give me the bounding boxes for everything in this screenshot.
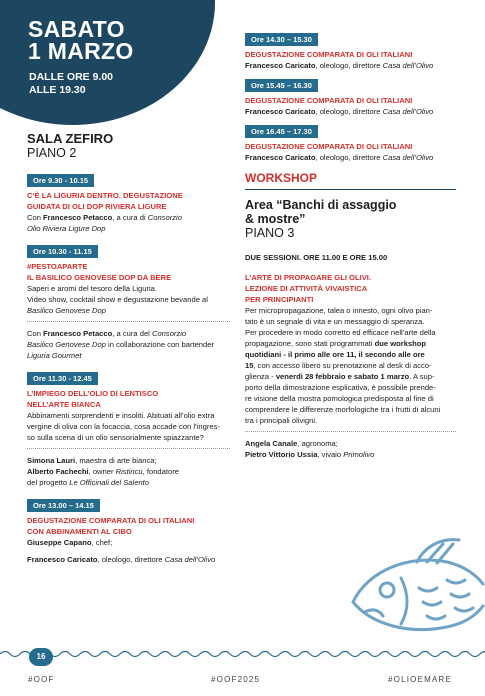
event-speaker (27, 554, 230, 565)
event-credit (27, 339, 230, 350)
text: , oleologo, direttore (315, 61, 383, 70)
event-title: DEGUSTAZIONE COMPARATA DI OLI ITALIANI (245, 142, 413, 151)
event-description (27, 305, 230, 316)
sessions-info: DUE SESSIONI. ORE 11.00 E ORE 15.00 (245, 253, 388, 262)
event-title-line: #PESTOAPARTE (27, 262, 88, 271)
header-time-from: DALLE ORE 9.00 (29, 71, 114, 83)
event-credit (27, 350, 230, 361)
workshop-speaker (245, 449, 456, 460)
event-3 (27, 372, 230, 488)
text: glienza - (245, 372, 276, 381)
event-title-line: GUIDATA DI OLI DOP RIVIERA LIGURE (27, 202, 167, 211)
workshop-rule (245, 189, 456, 190)
event-title-line: NELL’ARTE BIANCA (27, 400, 101, 409)
speaker-name: Pietro Vittorio Ussia (245, 450, 318, 459)
event-speaker (245, 60, 456, 71)
speaker-name: Francesco Caricato (245, 107, 316, 116)
text: del progetto (27, 478, 70, 487)
speaker-name: Francesco Caricato (27, 555, 98, 564)
text: , oleologo, direttore (97, 555, 165, 564)
speaker-name: Angela Canale (245, 439, 298, 448)
text: in collaborazione con bartender (105, 340, 215, 349)
text: Con (27, 329, 44, 338)
organization: Casa dell’Olivo (164, 555, 216, 564)
text-line: Per micropropagazione, talea o innesto, ogni olivo pian- (245, 306, 433, 315)
text: , chef; (91, 538, 113, 547)
divider (245, 431, 456, 432)
text-line (245, 349, 456, 360)
text: , oleologo, direttore (315, 107, 383, 116)
event-7 (245, 125, 456, 163)
event-5 (245, 33, 456, 71)
event-speaker (27, 455, 230, 466)
organization: Olio Riviera Ligure Dop (27, 224, 106, 233)
text: , oleologo, direttore (315, 153, 383, 162)
speaker-name: Simona Lauri (27, 456, 76, 465)
page-number: 16 (29, 648, 53, 666)
header-day: SABATO (28, 16, 125, 42)
wave-line-icon (0, 648, 485, 660)
workshop-description (245, 305, 456, 426)
right-column (245, 33, 456, 460)
event-4 (27, 499, 230, 565)
event-speaker (27, 466, 230, 477)
text-line (245, 371, 456, 382)
organization: Basilico Genovese Dop (27, 340, 106, 349)
workshop-heading: WORKSHOP (245, 171, 317, 185)
area-title-line: Area “Banchi di assaggio (245, 198, 397, 212)
organization: Ristincu (115, 467, 143, 476)
workshop-speaker (245, 438, 456, 449)
text: , maestra di arte bianca; (75, 456, 157, 465)
text: , owner (88, 467, 116, 476)
left-column (27, 132, 230, 576)
speaker-name: Francesco Caricato (245, 153, 316, 162)
event-6 (245, 79, 456, 117)
text: , vivaio (317, 450, 344, 459)
event-title: DEGUSTAZIONE COMPARATA DI OLI ITALIANI (245, 96, 413, 105)
speaker-name: Francesco Caricato (245, 61, 316, 70)
text: , fondatore (142, 467, 179, 476)
header-time-to: ALLE 19.30 (29, 84, 86, 96)
text: propagazione, sono stati programmati (245, 339, 375, 348)
text-line: comprendere le differenze morfologiche tra i frutti di alcuni (245, 405, 441, 414)
event-title (27, 190, 230, 212)
event-1 (27, 174, 230, 234)
text-line (245, 338, 456, 349)
fish-illustration-icon (347, 532, 485, 644)
event-speaker (27, 477, 230, 488)
text: , agronoma; (297, 439, 338, 448)
area-title (245, 198, 456, 226)
header-date-value: 1 MARZO (28, 38, 134, 64)
area-title-line: & mostre” (245, 212, 306, 226)
text: , con accesso libero su prenotazione al desk di acco- (253, 361, 432, 370)
area-floor: PIANO 3 (245, 226, 295, 240)
event-title-line: DEGUSTAZIONE COMPARATA DI OLI ITALIANI (27, 516, 195, 525)
emphasis: quotidiani - il primo alle ore 11, il secondo alle ore (245, 350, 425, 359)
text: . A sup- (409, 372, 435, 381)
time-badge: Ore 11.30 - 12.45 (27, 372, 98, 385)
event-credit (27, 223, 230, 234)
event-title: DEGUSTAZIONE COMPARATA DI OLI ITALIANI (245, 50, 413, 59)
time-badge: Ore 13.00 – 14.15 (27, 499, 100, 512)
footer-hashtag-right: #OLIOEMARE (388, 675, 453, 684)
organization: Liguria Gourmet (27, 351, 82, 360)
speaker-name: Francesco Petacco (43, 213, 113, 222)
organization: Le Officinali del Salento (69, 478, 150, 487)
room-title: SALA ZEFIRO (27, 131, 114, 146)
time-badge: Ore 10.30 - 11.15 (27, 245, 98, 258)
workshop-title (245, 272, 456, 305)
emphasis: 15 (245, 361, 254, 370)
event-credit (27, 212, 230, 223)
text-line (245, 360, 456, 371)
text: , a cura del (112, 329, 152, 338)
divider (27, 321, 230, 322)
organization: Consorzio (151, 329, 187, 338)
event-title (27, 388, 230, 410)
text-line: Per procedere in modo corretto ed efficace nell’arte della (245, 328, 436, 337)
event-title-line: L’IMPIEGO DELL’OLIO DI LENTISCO (27, 389, 159, 398)
speaker-name: Francesco Petacco (43, 329, 113, 338)
event-description: vergine di oliva con la focaccia, cosa accade con l’ingres- (27, 422, 220, 431)
speaker-name: Giuseppe Capano (27, 538, 92, 547)
event-title-line: CON ABBINAMENTI AL CIBO (27, 527, 132, 536)
room-floor: PIANO 2 (27, 146, 77, 160)
event-description: Abbinamenti sorprendenti e insoliti. Abituati all’olio extra (27, 411, 215, 420)
organization: Basilico Genovese Dop (27, 306, 106, 315)
footer-hashtag-left: #OOF (28, 675, 55, 684)
organization: Consorzio (147, 213, 182, 222)
footer-hashtag-center: #OOF2025 (211, 675, 261, 684)
workshop-title-line: PER PRINCIPIANTI (245, 295, 314, 304)
organization: Casa dell’Olivo (382, 107, 434, 116)
header-times (29, 71, 113, 97)
organization: Casa dell’Olivo (382, 153, 434, 162)
time-badge: Ore 9.30 - 10.15 (27, 174, 94, 187)
event-description: Video show, cocktail show e degustazione bevande al (27, 295, 208, 304)
organization: Casa dell’Olivo (382, 61, 434, 70)
workshop-title-line: LEZIONE DI ATTIVITÀ VIVAISTICA (245, 284, 368, 293)
event-speaker (245, 106, 456, 117)
event-title-line: IL BASILICO GENOVESE DOP DA BERE (27, 273, 172, 282)
speaker-name: Alberto Fachechi (27, 467, 89, 476)
time-badge: Ore 15.45 – 16.30 (245, 79, 318, 92)
emphasis: venerdì 28 febbraio e sabato 1 marzo (275, 372, 410, 381)
text-line: porto della dimostrazione esplicativa, è possibile prende- (245, 383, 436, 392)
event-title (27, 515, 230, 537)
header-date (28, 18, 134, 62)
event-speaker (27, 537, 230, 548)
time-badge: Ore 16.45 – 17.30 (245, 125, 318, 138)
workshop-title-line: L’ARTE DI PROPAGARE GLI OLIVI. (245, 273, 372, 282)
organization: Primolivo (343, 450, 375, 459)
text-line: tato è un segnale di vita e un messaggio di speranza. (245, 317, 425, 326)
text-line: tra i principali olivigni. (245, 416, 318, 425)
time-badge: Ore 14.30 – 15.30 (245, 33, 318, 46)
event-description: Saperi e aromi del tesoro della Liguria. (27, 284, 158, 293)
text: , a cura di (112, 213, 148, 222)
event-speaker (245, 152, 456, 163)
event-description: so sulla scena di un olio sensorialmente spiazzante? (27, 433, 204, 442)
text: Con (27, 213, 44, 222)
emphasis: due workshop (374, 339, 427, 348)
divider (27, 448, 230, 449)
event-title (27, 261, 230, 283)
text-line: re visione della mostra pomologica predisposta al fine di (245, 394, 434, 403)
event-title-line: C’È LA LIGURIA DENTRO. DEGUSTAZIONE (27, 191, 183, 200)
event-2 (27, 245, 230, 361)
event-credit (27, 328, 230, 339)
